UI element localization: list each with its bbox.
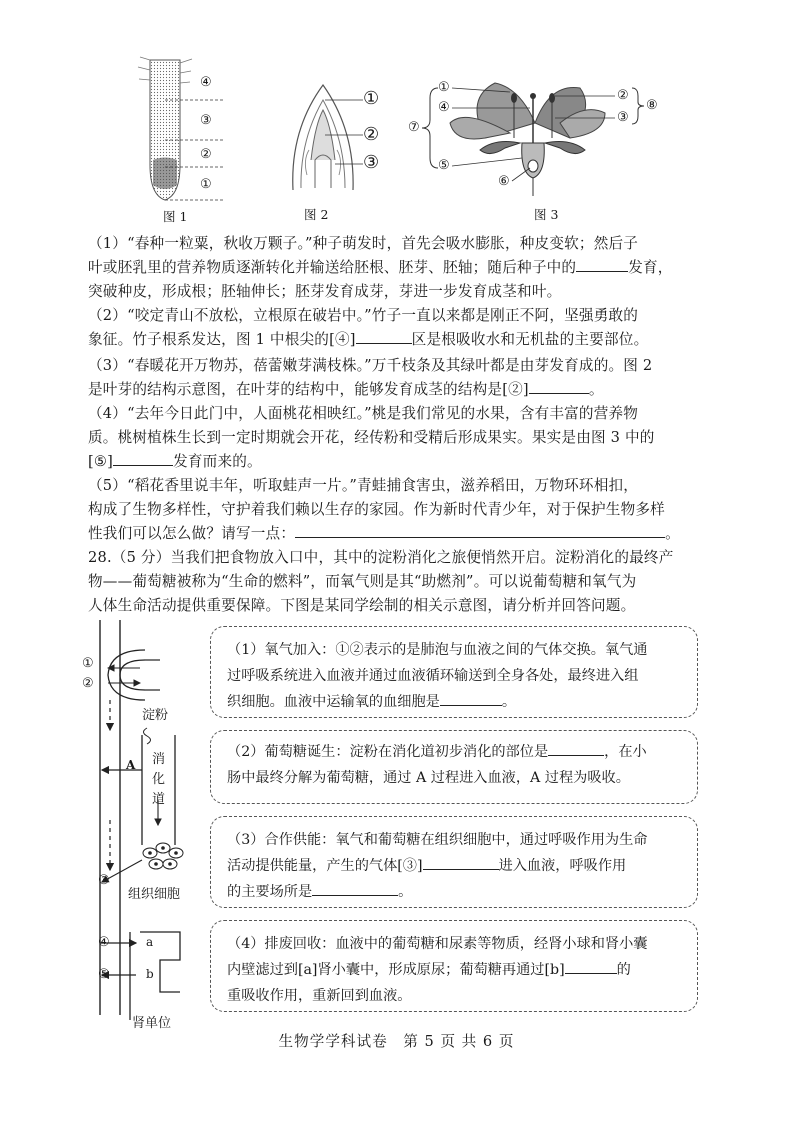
q4-line3: [⑤] 发育而来的。 bbox=[88, 453, 262, 470]
fig1-zone-label: ① bbox=[200, 177, 212, 192]
q2-line2: 象征。竹子根系发达，图 1 中根尖的[④] 区是根吸收水和无机盐的主要部位。 bbox=[88, 331, 649, 348]
root-tip-drawing bbox=[120, 55, 230, 205]
q1-line3: 突破种皮，形成根；胚轴伸长；胚芽发育成芽，芽进一步发育成茎和叶。 bbox=[88, 283, 562, 300]
fig3-caption: 图 3 bbox=[534, 207, 559, 222]
box-energy: （3）合作供能：氧气和葡萄糖在组织细胞中，通过呼吸作用为生命 活动提供能量，产生的气体[③] 进入血液，呼吸作用 的主要场所是 。 bbox=[210, 816, 698, 908]
answer-blank[interactable] bbox=[113, 451, 173, 466]
answer-blank[interactable] bbox=[548, 741, 604, 756]
circulation-diagram bbox=[70, 620, 205, 1030]
fig1-caption: 图 1 bbox=[163, 209, 188, 224]
label-nephron: 肾单位 bbox=[132, 1016, 172, 1031]
q5-line3: 性我们可以怎么做？请写一点： 。 bbox=[88, 525, 680, 542]
box-oxygen: （1）氧气加入：①②表示的是肺泡与血液之间的气体交换。氧气通 过呼吸系统进入血液并通过血液循环输送到全身各处，最终进入组 织细胞。血液中运输氧的血细胞是 。 bbox=[210, 626, 698, 718]
q28-line1: 28.（5 分）当我们把食物放入口中，其中的淀粉消化之旅便悄然开启。淀粉消化的最终产 bbox=[88, 549, 674, 566]
label-digestive-tract-2: 化 bbox=[152, 772, 166, 787]
fig1-zone-label: ④ bbox=[200, 75, 212, 90]
figure-1 bbox=[120, 55, 230, 215]
q5-line1: （5）“稻花香里说丰年，听取蛙声一片。”青蛙捕食害虫，滋养稻田，万物环环相扣， bbox=[88, 477, 639, 494]
label-digestive-tract-3: 道 bbox=[152, 792, 166, 807]
answer-blank[interactable] bbox=[356, 329, 412, 344]
label-circle-3: ③ bbox=[98, 873, 110, 888]
answer-blank[interactable] bbox=[565, 959, 617, 974]
label-digestive-tract-1: 消 bbox=[152, 752, 166, 767]
fig3-label: ① bbox=[438, 80, 450, 95]
answer-blank[interactable] bbox=[529, 379, 589, 394]
answer-blank[interactable] bbox=[423, 855, 499, 870]
fig3-label: ⑦ bbox=[408, 120, 420, 135]
label-b: b bbox=[146, 967, 154, 981]
page-footer: 生物学学科试卷 第 5 页 共 6 页 bbox=[278, 1033, 515, 1050]
q3-line2: 是叶芽的结构示意图，在叶芽的结构中，能够发育成茎的结构是[②] 。 bbox=[88, 381, 604, 398]
fig1-zone-label: ③ bbox=[200, 113, 212, 128]
fig3-label: ⑥ bbox=[498, 174, 510, 189]
label-starch: 淀粉 bbox=[142, 708, 169, 723]
fig2-caption: 图 2 bbox=[304, 207, 329, 222]
label-circle-2: ② bbox=[82, 676, 94, 691]
answer-blank[interactable] bbox=[312, 881, 398, 896]
leaf-bud-drawing bbox=[285, 80, 365, 195]
fig2-label: ① bbox=[363, 88, 380, 109]
label-circle-1: ① bbox=[82, 656, 94, 671]
fig3-label: ③ bbox=[617, 110, 629, 125]
q1-line1: （1）“春种一粒粟，秋收万颗子。”种子萌发时，首先会吸水膨胀，种皮变软；然后子 bbox=[88, 235, 639, 252]
label-tissue-cells: 组织细胞 bbox=[128, 887, 181, 902]
answer-blank[interactable] bbox=[576, 257, 628, 272]
q2-line1: （2）“咬定青山不放松，立根原在破岩中。”竹子一直以来都是刚正不阿，坚强勇敢的 bbox=[88, 307, 639, 324]
q28-line3: 人体生命活动提供重要保障。下图是某同学绘制的相关示意图，请分析并回答问题。 bbox=[88, 597, 636, 614]
q1-line2: 叶或胚乳里的营养物质逐渐转化并输送给胚根、胚芽、胚轴；随后种子中的 发育， bbox=[88, 259, 673, 276]
fig1-zone-label: ② bbox=[200, 147, 212, 162]
fig3-label: ⑧ bbox=[646, 98, 658, 113]
q4-line2: 质。桃树植株生长到一定时期就会开花，经传粉和受精后形成果实。果实是由图 3 中的 bbox=[88, 429, 655, 446]
box-glucose: （2）葡萄糖诞生：淀粉在消化道初步消化的部位是 ，在小 肠中最终分解为葡萄糖，通过 A 过程进入血液，A 过程为吸收。 bbox=[210, 730, 698, 804]
answer-blank[interactable] bbox=[440, 691, 502, 706]
figure-3 bbox=[410, 78, 670, 198]
fig3-label: ⑤ bbox=[438, 158, 450, 173]
flower-drawing bbox=[410, 78, 670, 198]
label-circle-5: ⑤ bbox=[98, 967, 110, 982]
q28-line2: 物——葡萄糖被称为“生命的燃料”，而氧气则是其“助燃剂”。可以说葡萄糖和氧气为 bbox=[88, 573, 637, 590]
q3-line1: （3）“春暖花开万物苏，蓓蕾嫩芽满枝株。”万千枝条及其绿叶都是由芽发育成的。图 2 bbox=[88, 357, 653, 374]
label-circle-4: ④ bbox=[98, 935, 110, 950]
fig3-label: ④ bbox=[438, 100, 450, 115]
label-a: a bbox=[146, 935, 154, 949]
box-excretion: （4）排废回收：血液中的葡萄糖和尿素等物质，经肾小球和肾小囊 内壁滤过到[a]肾小囊中，形成原尿；葡萄糖再通过[b] 的 重吸收作用，重新回到血液。 bbox=[210, 920, 698, 1012]
answer-blank[interactable] bbox=[295, 523, 665, 538]
q5-line2: 构成了生物多样性，守护着我们赖以生存的家园。作为新时代青少年，对于保护生物多样 bbox=[88, 501, 665, 518]
label-A: A bbox=[126, 758, 136, 772]
fig2-label: ③ bbox=[363, 152, 380, 173]
figure-2 bbox=[285, 80, 395, 200]
fig2-label: ② bbox=[363, 124, 380, 145]
q4-line1: （4）“去年今日此门中，人面桃花相映红。”桃是我们常见的水果，含有丰富的营养物 bbox=[88, 405, 639, 422]
fig3-label: ② bbox=[617, 88, 629, 103]
